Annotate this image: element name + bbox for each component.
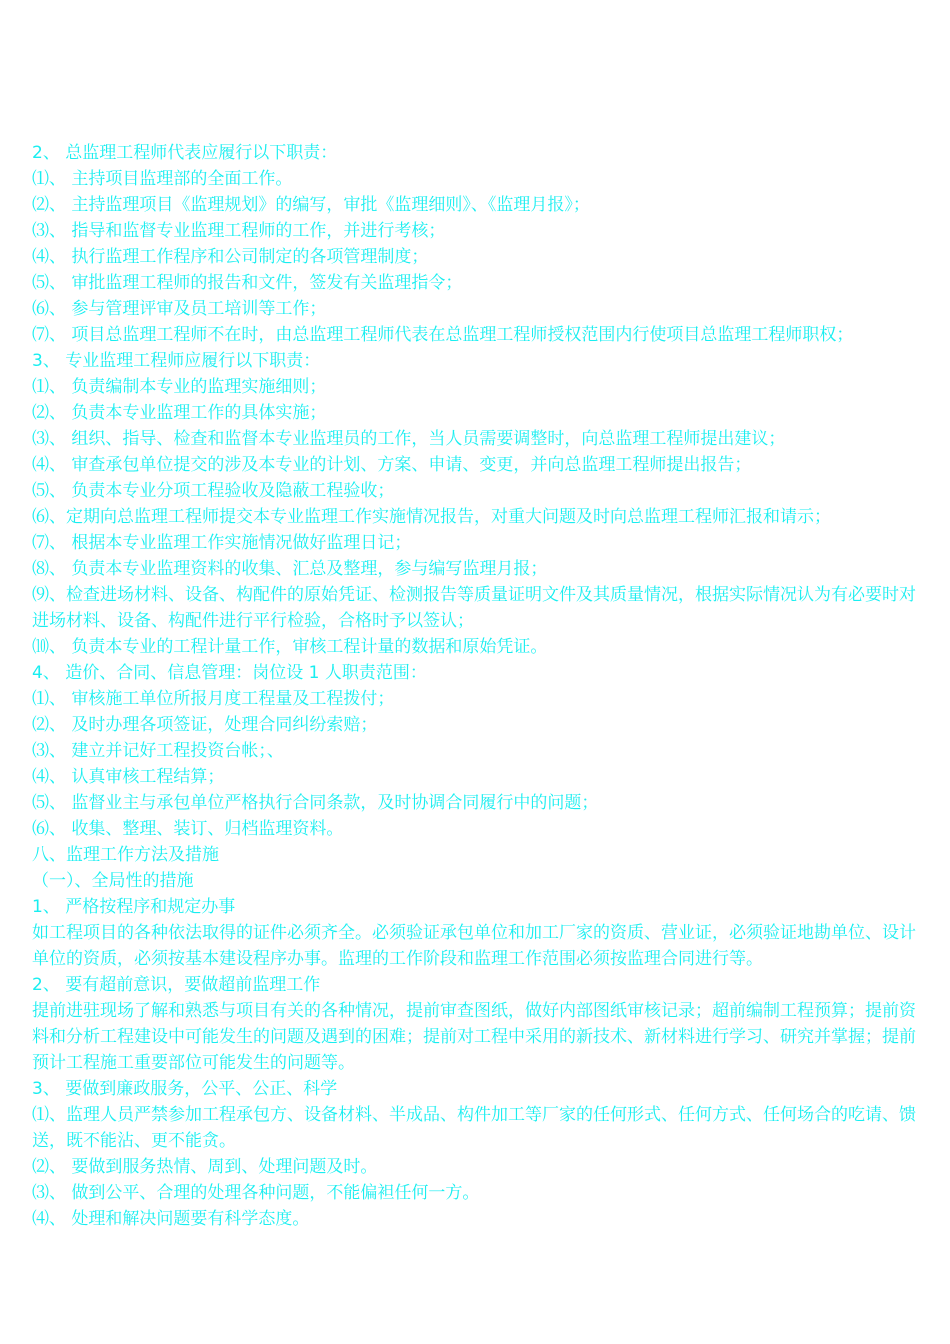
list-item: ⑸、 审批监理工程师的报告和文件，签发有关监理指令； xyxy=(32,273,463,293)
list-item: ⑷、 执行监理工作程序和公司制定的各项管理制度； xyxy=(32,247,429,267)
list-item: ⑺、 项目总监理工程师不在时，由总监理工程师代表在总监理工程师授权范围内行使项目总监理工程师职权； xyxy=(32,325,854,345)
list-item: ⑵、 及时办理各项签证，处理合同纠纷索赔； xyxy=(32,715,378,735)
list-item: ⑽、 负责本专业的工程计量工作，审核工程计量的数据和原始凭证。 xyxy=(32,637,548,657)
list-item: ⑹、定期向总监理工程师提交本专业监理工作实施情况报告，对重大问题及时向总监理工程师汇报和请示； xyxy=(32,507,831,527)
list-item: ⑹、 参与管理评审及员工培训等工作； xyxy=(32,299,327,319)
list-item: ⑹、 收集、整理、装订、归档监理资料。 xyxy=(32,819,344,839)
list-item: ⑸、 负责本专业分项工程验收及隐蔽工程验收； xyxy=(32,481,395,501)
list-item: ⑶、 指导和监督专业监理工程师的工作，并进行考核； xyxy=(32,221,446,241)
list-item: ⑵、 负责本专业监理工作的具体实施； xyxy=(32,403,327,423)
list-item: ⑴、监理人员严禁参加工程承包方、设备材料、半成品、构件加工等厂家的任何形式、任何方式、任何场合的吃请、馈送，既不能沾、更不能贪。 xyxy=(32,1105,916,1151)
list-item: ⑶、 组织、指导、检查和监督本专业监理员的工作，当人员需要调整时，向总监理工程师提出建议； xyxy=(32,429,786,449)
chapter-heading-methods-measures: 八、监理工作方法及措施 xyxy=(32,845,219,865)
paragraph: 如工程项目的各种依法取得的证件必须齐全。必须验证承包单位和加工厂家的资质、营业证，必须验证地勘单位、设计单位的资质，必须按基本建设程序办事。监理的工作阶段和监理工作范围必须按监理合同进行等。 xyxy=(32,923,916,969)
section-heading-integrity-service: 3、 要做到廉政服务，公平、公正、科学 xyxy=(32,1079,338,1099)
list-item: ⑼、检查进场材料、设备、构配件的原始凭证、检测报告等质量证明文件及其质量情况，根据实际情况认为有必要时对进场材料、设备、构配件进行平行检验，合格时予以签认； xyxy=(32,585,916,631)
list-item: ⑷、 处理和解决问题要有科学态度。 xyxy=(32,1209,310,1229)
section-heading-deputy-chief-duties: 2、 总监理工程师代表应履行以下职责： xyxy=(32,143,338,163)
list-item: ⑴、 负责编制本专业的监理实施细则； xyxy=(32,377,327,397)
document-body xyxy=(32,140,920,1232)
list-item: ⑷、 认真审核工程结算； xyxy=(32,767,225,787)
list-item: ⑴、 审核施工单位所报月度工程量及工程拨付； xyxy=(32,689,395,709)
section-heading-follow-procedures: 1、 严格按程序和规定办事 xyxy=(32,897,236,917)
list-item: ⑵、 要做到服务热情、周到、处理问题及时。 xyxy=(32,1157,378,1177)
section-heading-proactive-supervision: 2、 要有超前意识，要做超前监理工作 xyxy=(32,975,321,995)
list-item: ⑸、 监督业主与承包单位严格执行合同条款，及时协调合同履行中的问题； xyxy=(32,793,599,813)
list-item: ⑶、 做到公平、合理的处理各种问题，不能偏袒任何一方。 xyxy=(32,1183,480,1203)
list-item: ⑷、 审查承包单位提交的涉及本专业的计划、方案、申请、变更，并向总监理工程师提出报告； xyxy=(32,455,752,475)
list-item: ⑶、 建立并记好工程投资台帐；、 xyxy=(32,741,284,761)
list-item: ⑵、 主持监理项目《监理规划》的编写，审批《监理细则》、《监理月报》； xyxy=(32,195,590,215)
list-item: ⑺、 根据本专业监理工作实施情况做好监理日记； xyxy=(32,533,412,553)
list-item: ⑻、 负责本专业监理资料的收集、汇总及整理，参与编写监理月报； xyxy=(32,559,548,579)
list-item: ⑴、 主持项目监理部的全面工作。 xyxy=(32,169,293,189)
paragraph: 提前进驻现场了解和熟悉与项目有关的各种情况，提前审查图纸，做好内部图纸审核记录；超前编制工程预算；提前资料和分析工程建设中可能发生的问题及遇到的困难；提前对工程中采用的新技术、新材料进行学习、研究并掌握；提前预计工程施工重要部位可能发生的问题等。 xyxy=(32,1001,916,1073)
section-heading-specialty-engineer-duties: 3、 专业监理工程师应履行以下职责： xyxy=(32,351,321,371)
subheading-global-measures: （一）、全局性的措施 xyxy=(32,871,194,891)
section-heading-cost-contract-info: 4、 造价、合同、信息管理：岗位设 1 人职责范围： xyxy=(32,663,427,683)
